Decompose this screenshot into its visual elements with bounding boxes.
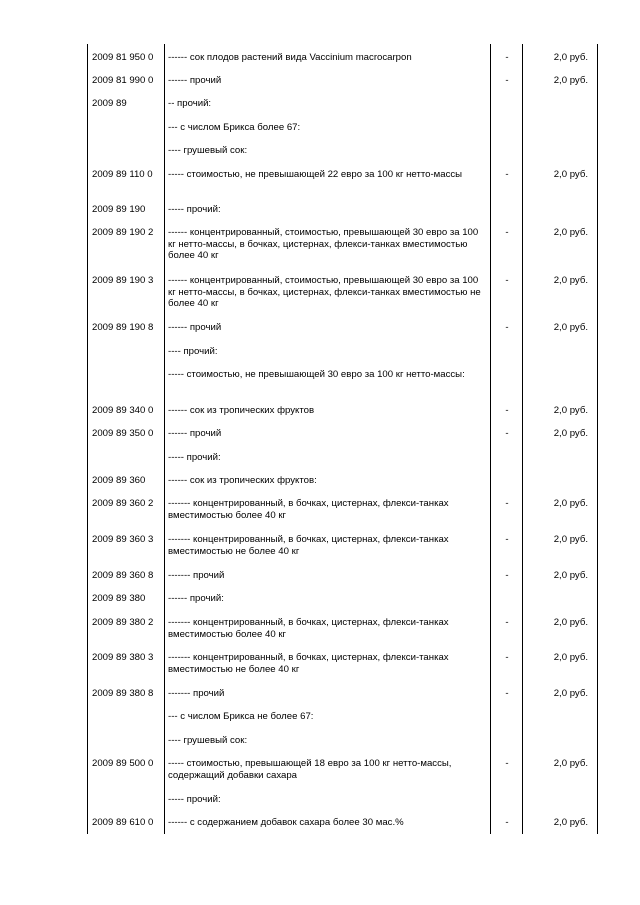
tariff-code-cell: 2009 89 380 3 bbox=[92, 652, 154, 663]
description-cell: ------ сок плодов растений вида Vaccinium macrocarpon bbox=[168, 52, 412, 63]
tariff-code-cell: 2009 89 500 0 bbox=[92, 758, 154, 769]
description-cell: ------ концентрированный, стоимостью, превышающей 30 евро за 100 кг нетто-массы, в бочках, цистернах, флекси-танках вместимостью не более 40 кг bbox=[168, 275, 481, 309]
unit-cell: - bbox=[505, 52, 509, 63]
description-cell: --- с числом Брикса более 67: bbox=[168, 122, 301, 133]
unit-cell: - bbox=[505, 617, 509, 628]
unit-cell: - bbox=[505, 534, 509, 545]
tariff-code-cell: 2009 89 350 0 bbox=[92, 428, 154, 439]
unit-cell: - bbox=[505, 428, 509, 439]
description-cell: ------ прочий bbox=[168, 322, 222, 333]
unit-cell: - bbox=[505, 758, 509, 769]
duty-rate-cell: 2,0 руб. bbox=[553, 405, 588, 416]
unit-cell: - bbox=[505, 322, 509, 333]
duty-rate-cell: 2,0 руб. bbox=[553, 227, 588, 238]
tariff-code-cell: 2009 89 610 0 bbox=[92, 817, 154, 828]
tariff-code-cell: 2009 89 360 2 bbox=[92, 498, 154, 509]
column-divider-description bbox=[490, 44, 491, 834]
tariff-code-cell: 2009 89 380 8 bbox=[92, 688, 154, 699]
description-cell: ------ прочий: bbox=[168, 593, 224, 604]
description-cell: ----- стоимостью, не превышающей 30 евро за 100 кг нетто-массы: bbox=[168, 369, 465, 380]
unit-cell: - bbox=[505, 169, 509, 180]
unit-cell: - bbox=[505, 498, 509, 509]
tariff-code-cell: 2009 89 360 8 bbox=[92, 570, 154, 581]
duty-rate-cell: 2,0 руб. bbox=[553, 534, 588, 545]
unit-cell: - bbox=[505, 275, 509, 286]
duty-rate-cell: 2,0 руб. bbox=[553, 570, 588, 581]
description-cell: ------- прочий bbox=[168, 688, 225, 699]
unit-cell: - bbox=[505, 688, 509, 699]
description-cell: ------- концентрированный, в бочках, цистернах, флекси-танках вместимостью более 40 кг bbox=[168, 617, 449, 640]
duty-rate-cell: 2,0 руб. bbox=[553, 688, 588, 699]
column-divider-code bbox=[164, 44, 165, 834]
column-divider-unit bbox=[522, 44, 523, 834]
unit-cell: - bbox=[505, 652, 509, 663]
duty-rate-cell: 2,0 руб. bbox=[553, 758, 588, 769]
duty-rate-cell: 2,0 руб. bbox=[553, 75, 588, 86]
description-cell: ----- прочий: bbox=[168, 794, 221, 805]
tariff-code-cell: 2009 89 190 bbox=[92, 204, 146, 215]
description-cell: ---- прочий: bbox=[168, 346, 218, 357]
description-cell: ------- концентрированный, в бочках, цистернах, флекси-танках вместимостью более 40 кг bbox=[168, 498, 449, 521]
description-cell: ------ с содержанием добавок сахара более 30 мас.% bbox=[168, 817, 404, 828]
description-cell: ----- стоимостью, не превышающей 22 евро за 100 кг нетто-массы bbox=[168, 169, 463, 180]
description-cell: --- с числом Брикса не более 67: bbox=[168, 711, 314, 722]
duty-rate-cell: 2,0 руб. bbox=[553, 322, 588, 333]
tariff-code-cell: 2009 89 380 bbox=[92, 593, 146, 604]
description-cell: ------ сок из тропических фруктов bbox=[168, 405, 315, 416]
unit-cell: - bbox=[505, 405, 509, 416]
tariff-code-cell: 2009 89 340 0 bbox=[92, 405, 154, 416]
tariff-code-cell: 2009 89 110 0 bbox=[92, 169, 153, 180]
description-cell: ------- концентрированный, в бочках, цистернах, флекси-танках вместимостью не более 40 кг bbox=[168, 652, 449, 675]
description-cell: ------ прочий bbox=[168, 75, 222, 86]
tariff-code-cell: 2009 89 360 3 bbox=[92, 534, 154, 545]
tariff-code-cell: 2009 81 950 0 bbox=[92, 52, 154, 63]
description-cell: ------- концентрированный, в бочках, цистернах, флекси-танках вместимостью не более 40 кг bbox=[168, 534, 449, 557]
description-cell: ------ концентрированный, стоимостью, превышающей 30 евро за 100 кг нетто-массы, в бочках, цистернах, флекси-танках вместимостью более 40 кг bbox=[168, 227, 479, 261]
duty-rate-cell: 2,0 руб. bbox=[553, 52, 588, 63]
duty-rate-cell: 2,0 руб. bbox=[553, 169, 588, 180]
tariff-code-cell: 2009 89 190 3 bbox=[92, 275, 154, 286]
duty-rate-cell: 2,0 руб. bbox=[553, 652, 588, 663]
description-cell: ---- грушевый сок: bbox=[168, 145, 248, 156]
duty-rate-cell: 2,0 руб. bbox=[553, 498, 588, 509]
duty-rate-cell: 2,0 руб. bbox=[553, 617, 588, 628]
tariff-code-cell: 2009 89 190 2 bbox=[92, 227, 154, 238]
unit-cell: - bbox=[505, 817, 509, 828]
tariff-code-cell: 2009 89 360 bbox=[92, 475, 146, 486]
description-cell: ----- прочий: bbox=[168, 204, 221, 215]
unit-cell: - bbox=[505, 75, 509, 86]
duty-rate-cell: 2,0 руб. bbox=[553, 275, 588, 286]
description-cell: ------- прочий bbox=[168, 570, 225, 581]
tariff-code-cell: 2009 89 380 2 bbox=[92, 617, 154, 628]
description-cell: ----- прочий: bbox=[168, 452, 221, 463]
unit-cell: - bbox=[505, 227, 509, 238]
description-cell: ---- грушевый сок: bbox=[168, 735, 248, 746]
table-border-right bbox=[597, 44, 598, 834]
tariff-code-cell: 2009 89 190 8 bbox=[92, 322, 154, 333]
duty-rate-cell: 2,0 руб. bbox=[553, 428, 588, 439]
tariff-code-cell: 2009 81 990 0 bbox=[92, 75, 154, 86]
description-cell: ------ прочий bbox=[168, 428, 222, 439]
description-cell: -- прочий: bbox=[168, 98, 212, 109]
table-border-left bbox=[87, 44, 88, 834]
unit-cell: - bbox=[505, 570, 509, 581]
duty-rate-cell: 2,0 руб. bbox=[553, 817, 588, 828]
description-cell: ------ сок из тропических фруктов: bbox=[168, 475, 317, 486]
tariff-code-cell: 2009 89 bbox=[92, 98, 127, 109]
description-cell: ----- стоимостью, превышающей 18 евро за 100 кг нетто-массы, содержащий добавки сахара bbox=[168, 758, 452, 781]
